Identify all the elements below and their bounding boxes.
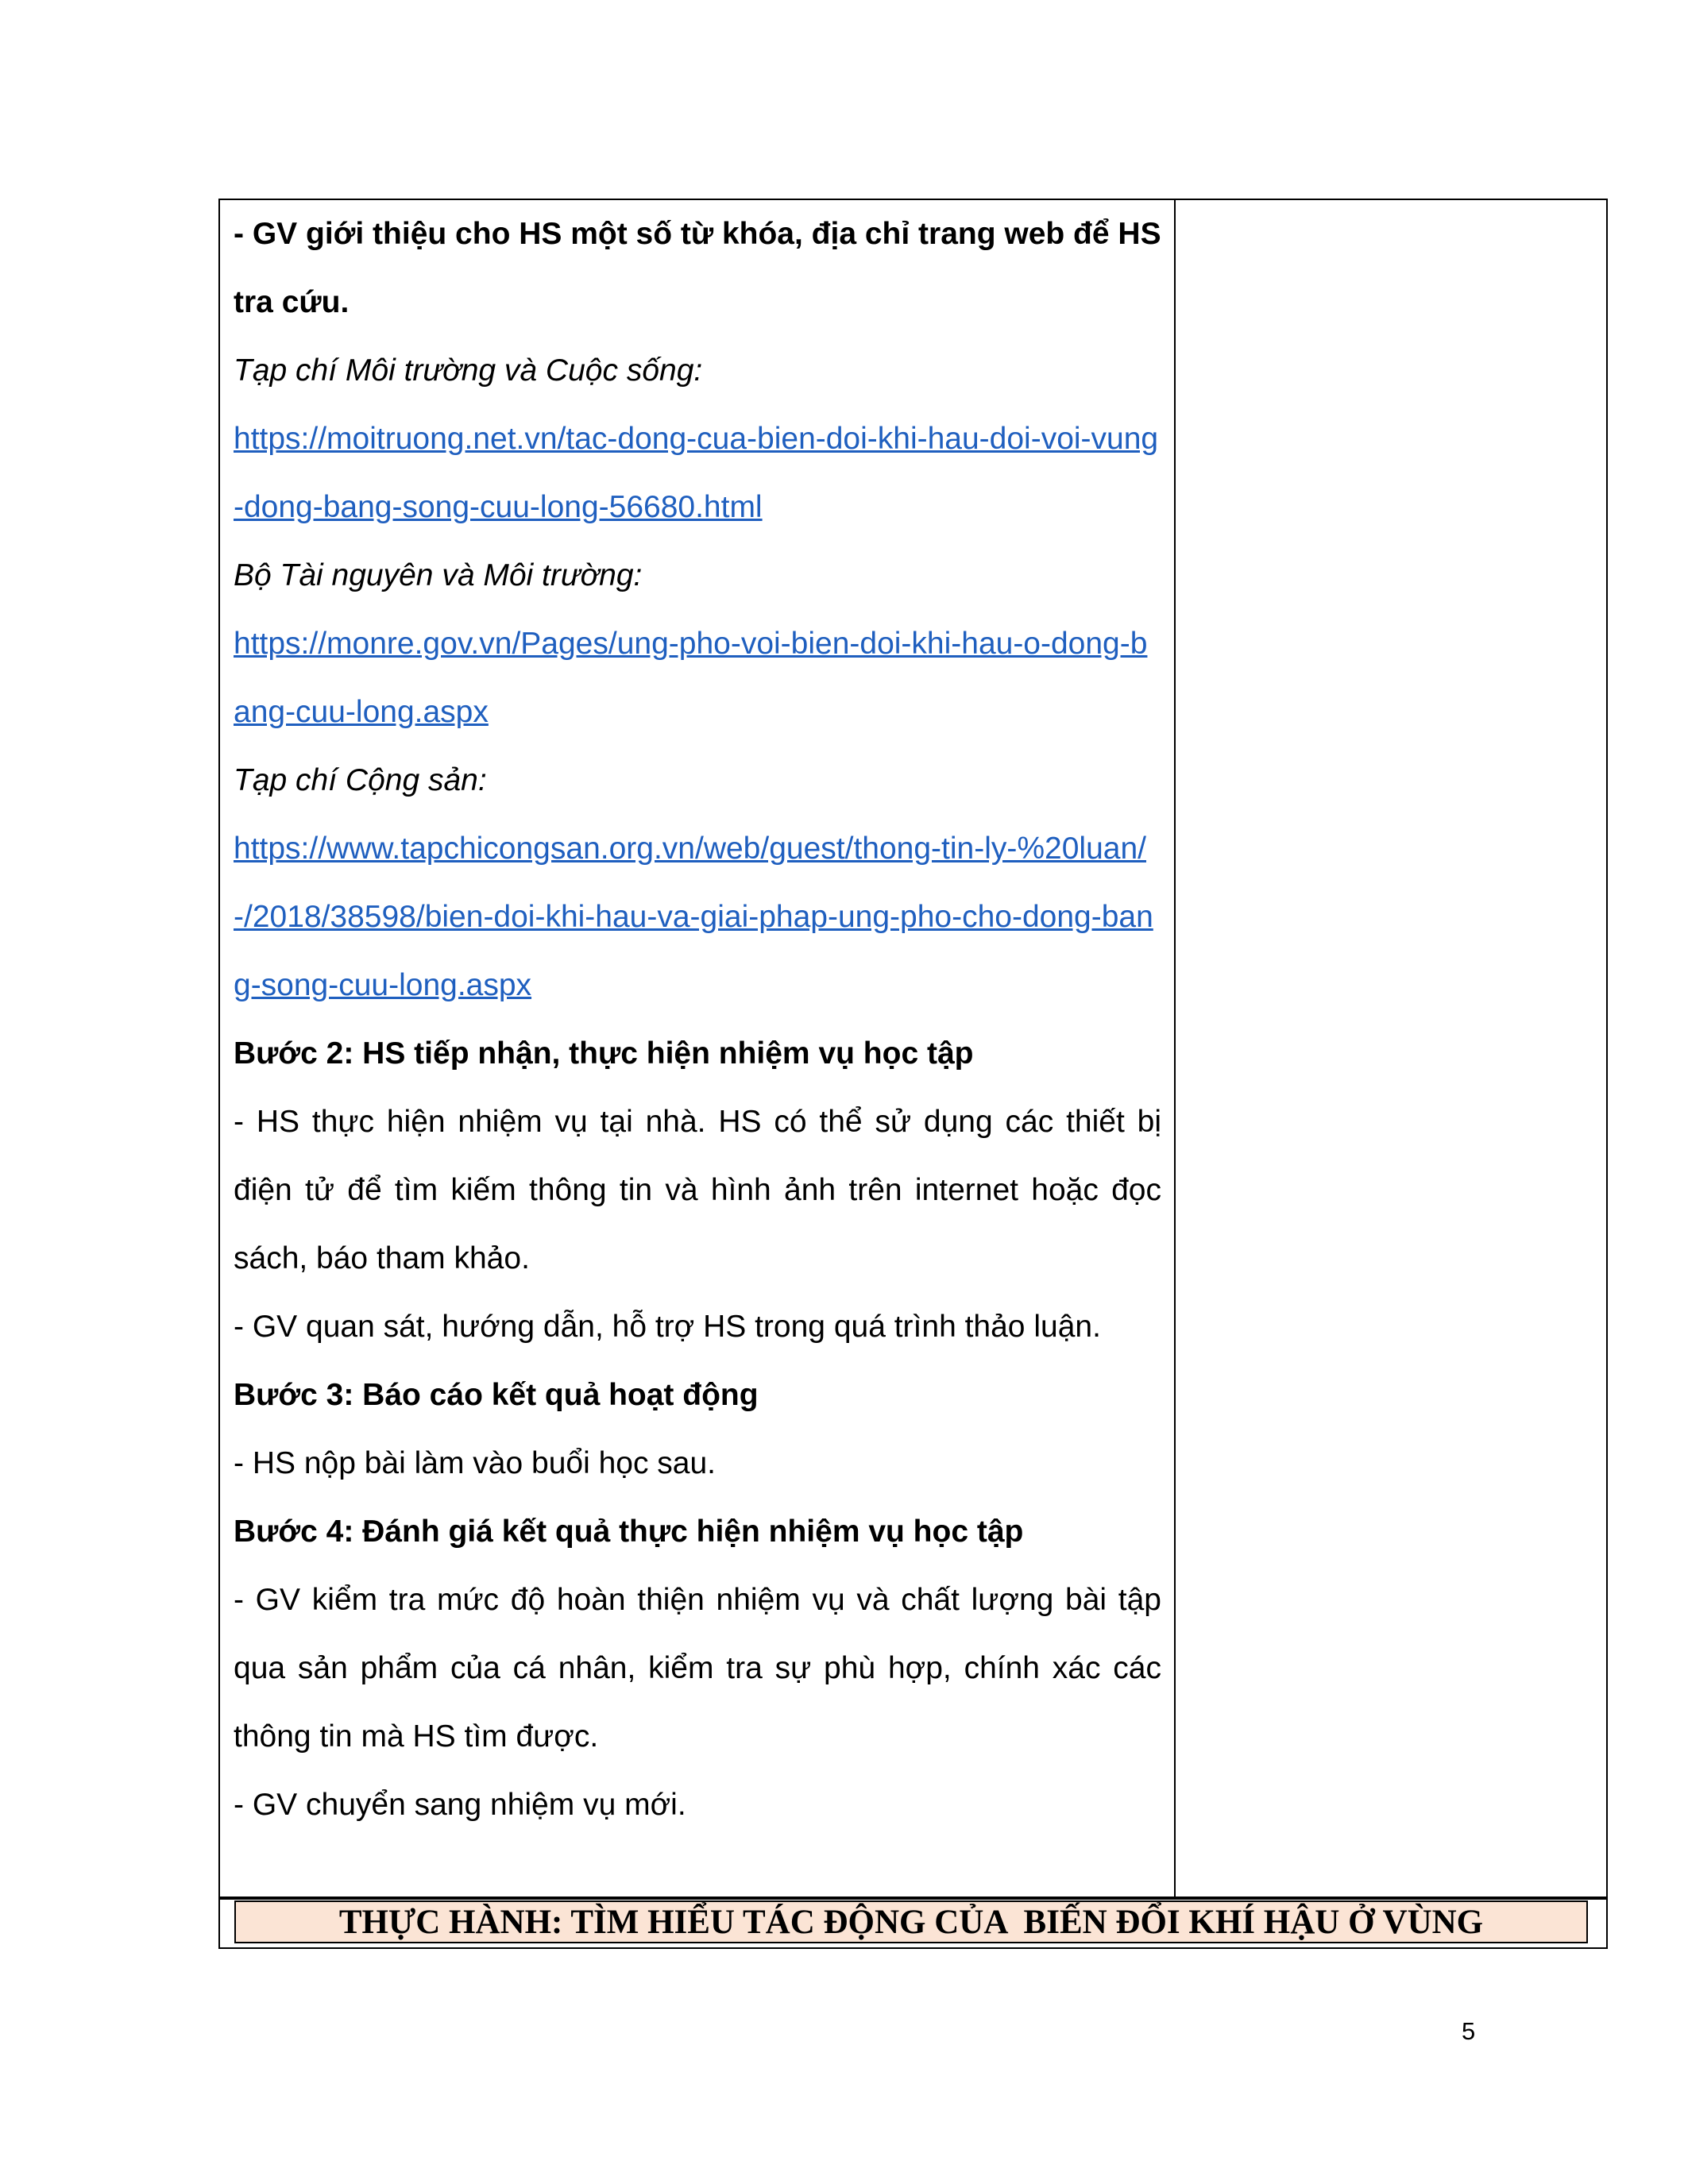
link-moitruong[interactable]: https://moitruong.net.vn/tac-dong-cua-bien-doi-khi-hau-doi-voi-vung-dong-bang-song-cuu-long-56680.html bbox=[234, 422, 1159, 524]
step2-paragraph-1: - HS thực hiện nhiệm vụ tại nhà. HS có thể sử dụng các thiết bị điện tử để tìm kiếm thông tin và hình ảnh trên internet hoặc đọc sách, báo tham khảo. bbox=[234, 1105, 1161, 1275]
teacher-student-activity-cell bbox=[234, 200, 1161, 1839]
table-bottom-border bbox=[218, 1947, 1608, 1949]
step3-heading: Bước 3: Báo cáo kết quả hoạt động bbox=[234, 1378, 759, 1412]
source-label-moitruong: Tạp chí Môi trường và Cuộc sống: bbox=[234, 353, 703, 388]
table-row-divider bbox=[218, 1898, 1608, 1900]
step2-paragraph-2: - GV quan sát, hướng dẫn, hỗ trợ HS trong quá trình thảo luận. bbox=[234, 1310, 1101, 1344]
source-label-monre: Bộ Tài nguyên và Môi trường: bbox=[234, 558, 643, 592]
source-label-tapchicongsan: Tạp chí Cộng sản: bbox=[234, 763, 487, 797]
link-tapchicongsan[interactable]: https://www.tapchicongsan.org.vn/web/guest/thong-tin-ly-%20luan/-/2018/38598/bien-doi-khi-hau-va-giai-phap-ung-pho-cho-dong-bang-song-cuu-long.aspx bbox=[234, 832, 1153, 1002]
intro-instruction: - GV giới thiệu cho HS một số từ khóa, địa chỉ trang web để HS tra cứu. bbox=[234, 217, 1161, 319]
step4-paragraph-1: - GV kiểm tra mức độ hoàn thiện nhiệm vụ và chất lượng bài tập qua sản phẩm của cá nhân, kiểm tra sự phù hợp, chính xác các thông tin mà HS tìm được. bbox=[234, 1583, 1161, 1754]
step3-paragraph-1: - HS nộp bài làm vào buổi học sau. bbox=[234, 1446, 717, 1480]
table-right-border bbox=[1606, 1898, 1608, 1949]
section-heading: THỰC HÀNH: TÌM HIỂU TÁC ĐỘNG CỦA BIẾN ĐỔI KHÍ HẬU Ở VÙNG bbox=[234, 1900, 1588, 1943]
step4-heading: Bước 4: Đánh giá kết quả thực hiện nhiệm vụ học tập bbox=[234, 1515, 1024, 1549]
table-left-border bbox=[218, 1898, 220, 1949]
page-number: 5 bbox=[1462, 2017, 1476, 2045]
link-monre[interactable]: https://monre.gov.vn/Pages/ung-pho-voi-bien-doi-khi-hau-o-dong-bang-cuu-long.aspx bbox=[234, 627, 1148, 729]
step4-paragraph-2: - GV chuyển sang nhiệm vụ mới. bbox=[234, 1788, 686, 1822]
product-cell-empty bbox=[1176, 200, 1605, 1897]
step2-heading: Bước 2: HS tiếp nhận, thực hiện nhiệm vụ học tập bbox=[234, 1036, 974, 1071]
